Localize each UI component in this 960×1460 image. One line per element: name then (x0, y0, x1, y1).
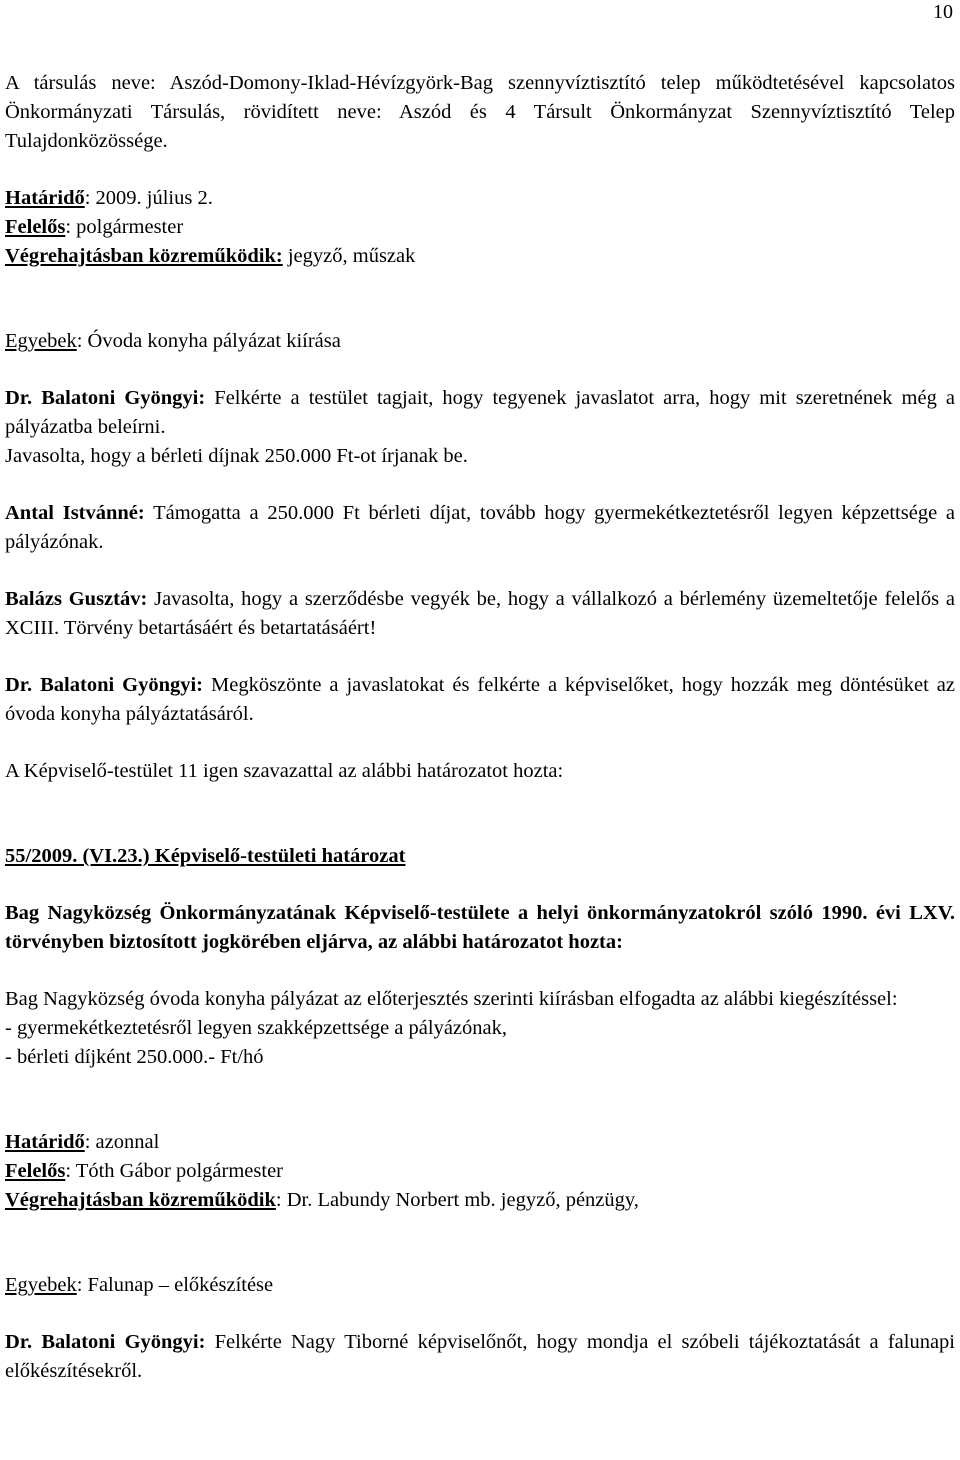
other-topic-2 (5, 1271, 955, 1300)
page-number: 10 (933, 1, 953, 23)
speech-4 (5, 671, 955, 729)
vote-statement: A Képviselő-testület 11 igen szavazattal az alábbi határozatot hozta: (5, 760, 564, 782)
responsible-line-2 (5, 1157, 955, 1186)
responsible-label: Felelős (5, 1160, 66, 1182)
responsible-value: : Tóth Gábor polgármester (65, 1160, 284, 1182)
executor-line-1 (5, 242, 955, 271)
other-label: Egyebek (5, 330, 77, 352)
other-value: : Óvoda konyha pályázat kiírása (76, 330, 341, 352)
other-label: Egyebek (5, 1274, 77, 1296)
responsible-label: Felelős (5, 216, 66, 238)
responsible-line-1 (5, 213, 955, 242)
executor-label: Végrehajtásban közreműködik: (5, 245, 283, 267)
executor-line-2 (5, 1186, 955, 1215)
speaker-name: Dr. Balatoni Gyöngyi: (5, 1331, 206, 1353)
speech-text: Javasolta, hogy a szerződésbe vegyék be, hogy a vállalkozó a bérlemény üzemeltetője felelős a XCIII. Törvény betartásáért és betartatásáért! (5, 588, 955, 639)
speech-text: Felkérte Nagy Tiborné képviselőnőt, hogy mondja el szóbeli tájékoztatását a falunapi előkészítésekről. (5, 1331, 955, 1382)
speech-1 (5, 384, 955, 442)
other-topic-1 (5, 327, 955, 356)
speech-5 (5, 1328, 955, 1386)
deadline-value: : azonnal (84, 1131, 160, 1153)
deadline-value: : 2009. július 2. (84, 187, 213, 209)
other-value: : Falunap – előkészítése (76, 1274, 274, 1296)
deadline-label: Határidő (5, 187, 85, 209)
executor-value: jegyző, műszak (282, 245, 416, 267)
speech-2 (5, 499, 955, 557)
deadline-line-1 (5, 184, 955, 213)
resolution-title: 55/2009. (VI.23.) Képviselő-testületi határozat (5, 845, 406, 867)
intro-paragraph: A társulás neve: Aszód-Domony-Iklad-Hévízgyörk-Bag szennyvíztisztító telep működtetésével kapcsolatos Önkormányzati Társulás, rövidített neve: Aszód és 4 Társult Önkormányzat Szennyvíztisztító Telep Tulajdonközössége. (5, 72, 955, 152)
deadline-label: Határidő (5, 1131, 85, 1153)
executor-label: Végrehajtásban közreműködik (5, 1189, 276, 1211)
speaker-name: Antal Istvánné: (5, 502, 145, 524)
deadline-line-2 (5, 1128, 955, 1157)
speech-3 (5, 585, 955, 643)
speaker-name: Dr. Balatoni Gyöngyi: (5, 674, 204, 696)
resolution-body: Bag Nagyközség óvoda konyha pályázat az előterjesztés szerinti kiírásban elfogadta az alábbi kiegészítéssel: (5, 988, 898, 1010)
speech-1-continued: Javasolta, hogy a bérleti díjnak 250.000 Ft-ot írjanak be. (5, 445, 468, 467)
speaker-name: Dr. Balatoni Gyöngyi: (5, 387, 206, 409)
document-body (5, 69, 955, 1386)
responsible-value: : polgármester (65, 216, 184, 238)
resolution-preamble: Bag Nagyközség Önkormányzatának Képviselő-testülete a helyi önkormányzatokról szóló 1990. évi LXV. törvényben biztosított jogkörében eljárva, az alábbi határozatot hozta: (5, 902, 955, 953)
speech-text: Támogatta a 250.000 Ft bérleti díjat, tovább hogy gyermekétkeztetésről legyen képzettsége a pályázónak. (5, 502, 955, 553)
speech-text: Megköszönte a javaslatokat és felkérte a képviselőket, hogy hozzák meg döntésüket az óvoda konyha pályáztatásáról. (5, 674, 956, 725)
resolution-item: - gyermekétkeztetésről legyen szakképzettsége a pályázónak, (5, 1017, 507, 1039)
speaker-name: Balázs Gusztáv: (5, 588, 148, 610)
executor-value: : Dr. Labundy Norbert mb. jegyző, pénzügy, (275, 1189, 639, 1211)
speech-text: Felkérte a testület tagjait, hogy tegyenek javaslatot arra, hogy mit szeretnének még a pályázatba beleírni. (5, 387, 956, 438)
resolution-item: - bérleti díjként 250.000.- Ft/hó (5, 1046, 264, 1068)
